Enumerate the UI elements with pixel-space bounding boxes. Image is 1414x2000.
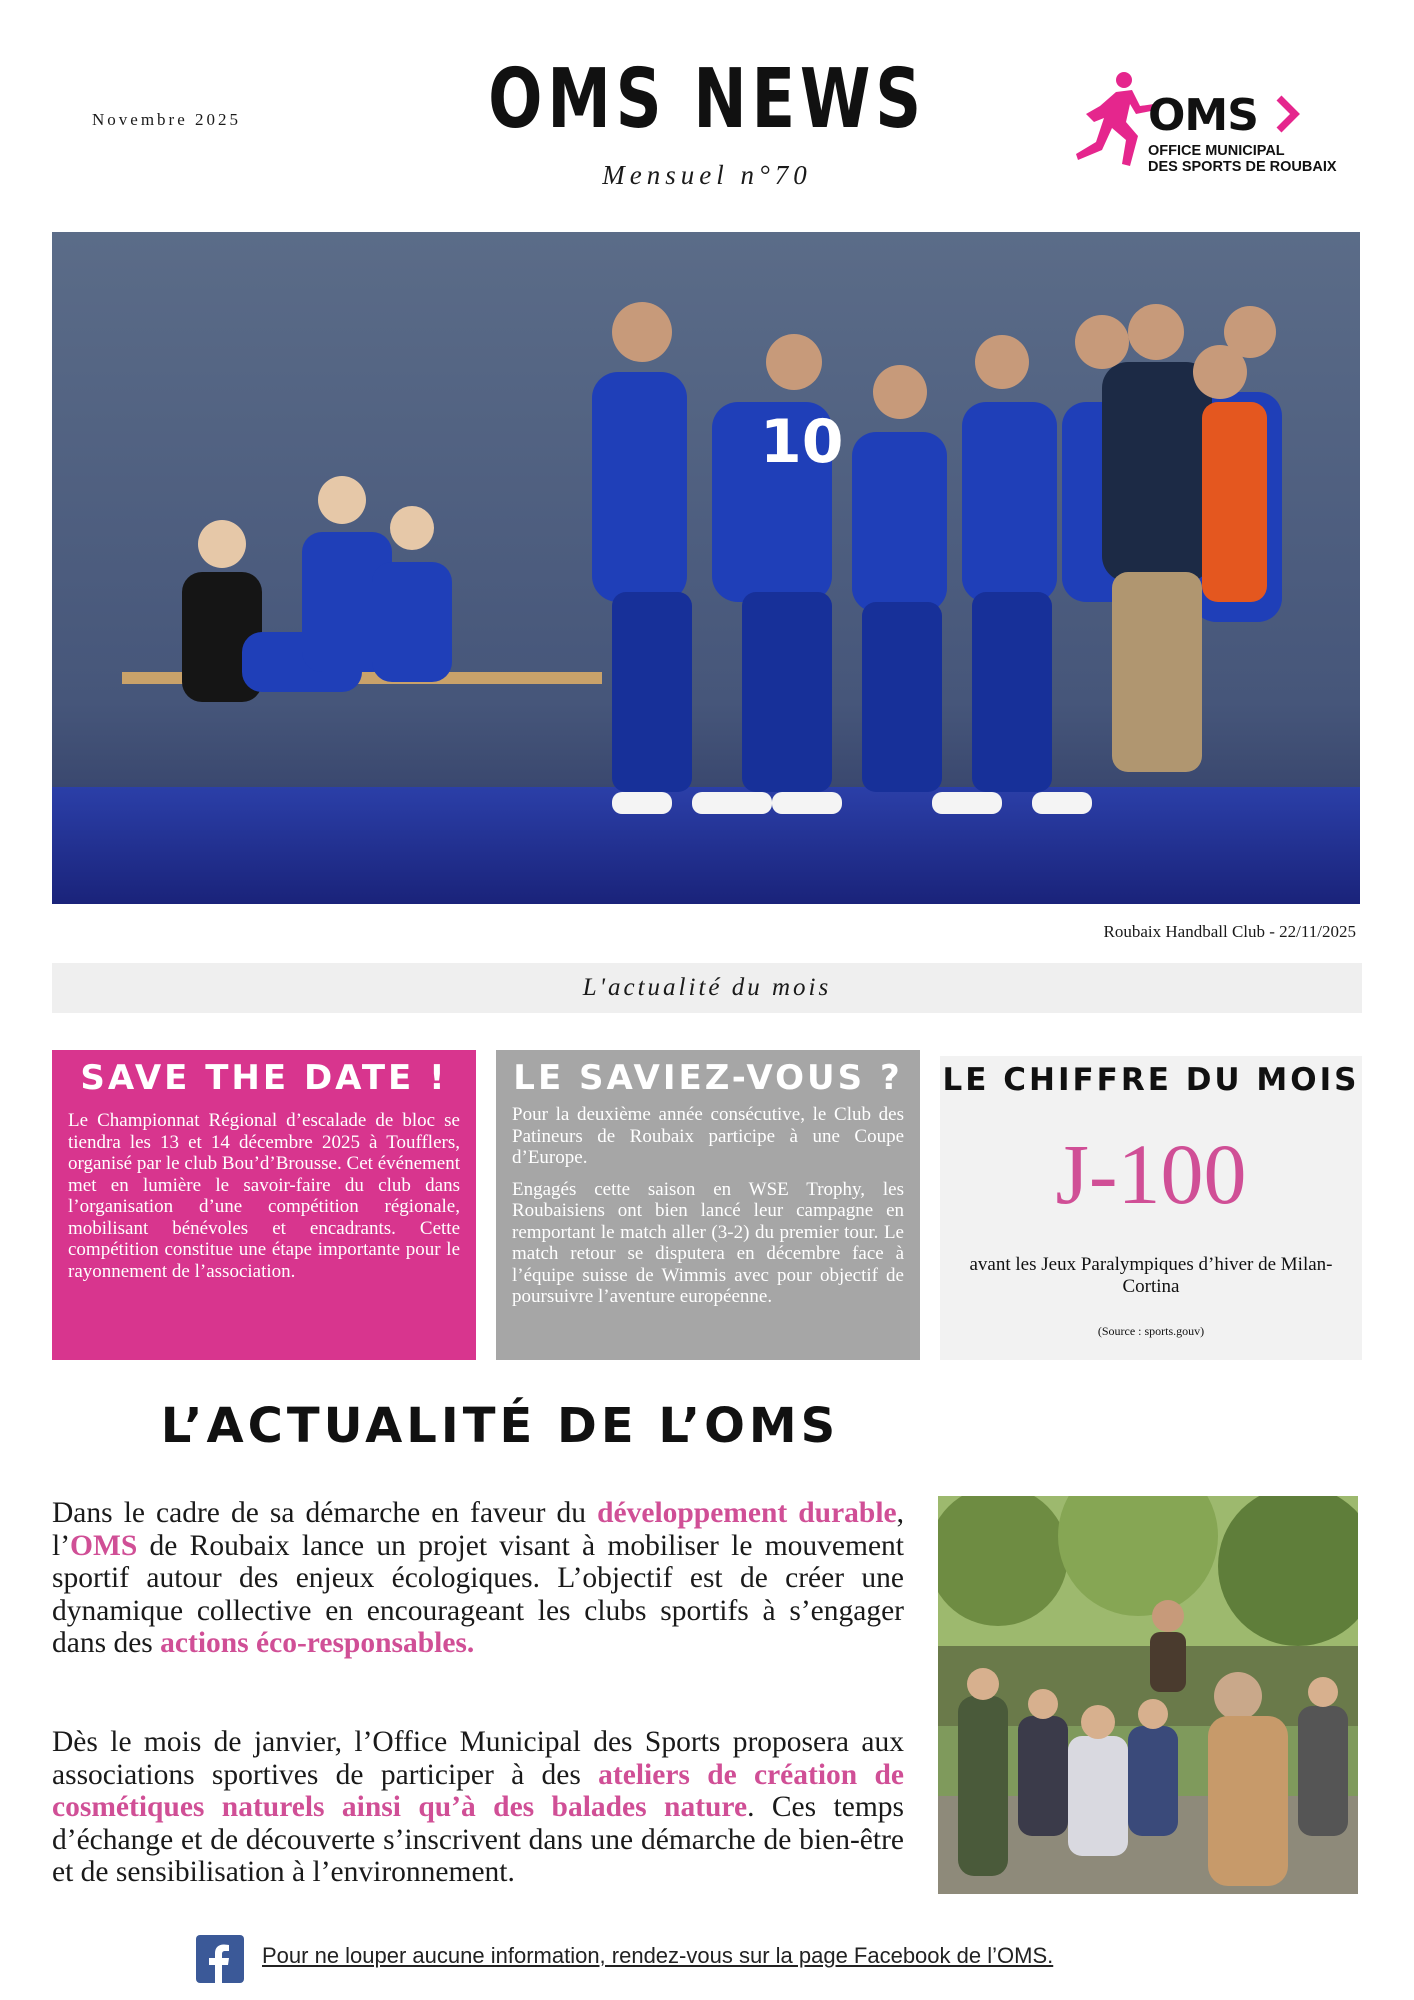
p1-highlight-actions: actions éco-responsables.	[160, 1627, 475, 1659]
chiffre-du-mois-text: avant les Jeux Paralympiques d’hiver de Milan-Cortina	[969, 1254, 1333, 1297]
facebook-link[interactable]: Pour ne louper aucune information, rendez-vous sur la page Facebook de l’OMS.	[262, 1943, 1054, 1968]
p2-text-c: . Ces temps d’échange et de découverte s’inscrivent dans une démarche de bien-être et de sensibilisation à l’environnement.	[52, 1791, 905, 1888]
logo-line-2: DES SPORTS DE ROUBAIX	[1148, 159, 1337, 175]
issue-number: Mensuel n°70	[602, 160, 812, 190]
svg-text:10: 10	[760, 407, 844, 477]
p1-text-a: Dans le cadre de sa démarche en faveur du	[52, 1497, 598, 1529]
section-banner-label: L'actualité du mois	[582, 974, 832, 1001]
le-saviez-vous-title: LE SAVIEZ-VOUS ?	[513, 1058, 903, 1098]
chiffre-du-mois-source: (Source : sports.gouv)	[1097, 1324, 1205, 1338]
p2-text-a: Dès le mois de janvier, l’Office Municipal des Sports proposera aux associations sportives de participer à des	[52, 1726, 904, 1791]
le-saviez-vous-text-2: Engagés cette saison en WSE Trophy, les Roubaisiens ont bien lancé leur campagne en remportant le match aller (3-2) du premier tour. Le match retour se disputera en décembre face à l’équipe suisse de Wimmis avec pour objectif de poursuivre l’aventure européenne.	[512, 1178, 904, 1307]
article-paragraph-2	[52, 1726, 904, 1889]
p1-highlight-developpement: développement durable	[597, 1497, 897, 1529]
p1-highlight-oms: OMS	[70, 1529, 138, 1562]
p1-text-c: , l’	[52, 1497, 904, 1562]
logo-wordmark: OMS	[1148, 90, 1258, 141]
chiffre-du-mois-box	[940, 1056, 1362, 1360]
logo-line-1: OFFICE MUNICIPAL	[1148, 143, 1285, 159]
chiffre-du-mois-value: J-100	[1055, 1126, 1247, 1222]
nature-outing-photo	[938, 1496, 1358, 1894]
save-the-date-box	[52, 1050, 476, 1360]
hero-photo	[52, 232, 1360, 904]
section-banner	[52, 963, 1362, 1013]
facebook-icon[interactable]	[196, 1935, 244, 1983]
save-the-date-text: Le Championnat Régional d’escalade de bloc se tiendra les 13 et 14 décembre 2025 à Toufflers, organisé par le club Bou’d’Brousse. Cet événement met en lumière le savoir-faire du club dans l’organisation d’une compétition régionale, mobilisant bénévoles et encadrants. Cette compétition constitue une étape importante pour le rayonnement de l’association.	[68, 1110, 460, 1282]
p1-text-e: de Roubaix lance un projet visant à mobiliser le mouvement sportif autour des enjeux écologiques. L’objectif est de créer une dynamique collective en encourageant les clubs sportifs à s’engager dans des	[52, 1529, 904, 1659]
hero-caption: Roubaix Handball Club - 22/11/2025	[1103, 922, 1356, 941]
issue-date: Novembre 2025	[92, 110, 242, 129]
article-paragraph-1	[52, 1497, 904, 1660]
save-the-date-title: SAVE THE DATE !	[80, 1058, 448, 1098]
chevron-right-icon	[1275, 94, 1301, 134]
le-saviez-vous-text-1: Pour la deuxième année consécutive, le Club des Patineurs de Roubaix participe à une Coupe d’Europe.	[512, 1104, 904, 1168]
section-title: L’ACTUALITÉ DE L’OMS	[160, 1398, 840, 1454]
newsletter-title: OMS NEWS	[488, 52, 926, 147]
p2-highlight-ateliers: ateliers de création de cosmétiques naturels ainsi qu’à des balades nature	[52, 1758, 905, 1823]
le-saviez-vous-box	[496, 1050, 920, 1360]
chiffre-du-mois-title: LE CHIFFRE DU MOIS	[942, 1062, 1360, 1098]
